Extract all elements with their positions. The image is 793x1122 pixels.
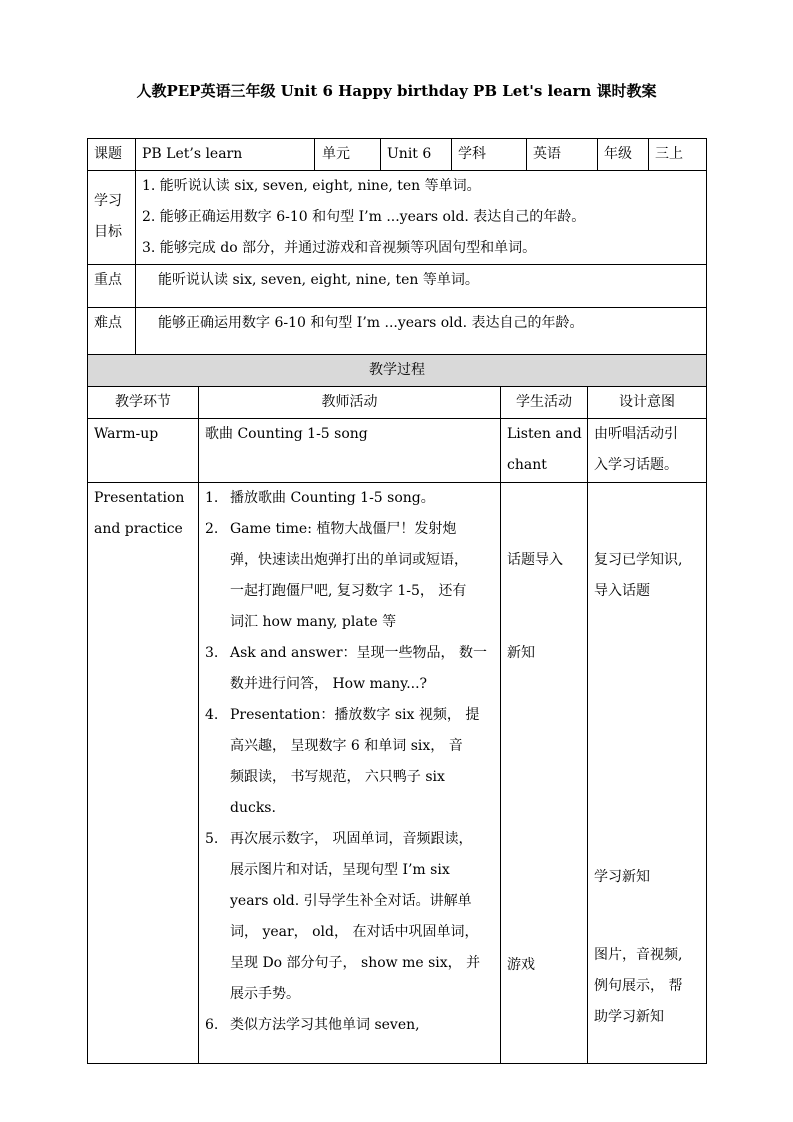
presentation-stage [94, 483, 184, 545]
subject-value: 英语 [533, 146, 561, 162]
col-divider [198, 386, 199, 1064]
objective-item: 1. 能听说认读 six, seven, eight, nine, ten 等单词。 [142, 178, 481, 194]
warmup-student-line: Listen and [507, 426, 582, 442]
warmup-student-line: chant [507, 457, 547, 473]
teacher-line [205, 855, 497, 886]
subject-label: 学科 [458, 146, 486, 162]
teacher-line [205, 1010, 497, 1041]
intent-help: 助学习新知 [594, 1009, 664, 1025]
student-game: 游戏 [507, 957, 535, 973]
step-text: 展示图片和对话，呈现句型 I’m six [230, 862, 450, 878]
presentation-stage-line: Presentation [94, 490, 185, 506]
grade-value: 三上 [655, 146, 683, 162]
process-header: 教学过程 [369, 362, 425, 378]
warmup-stage: Warm-up [94, 426, 159, 442]
col-divider [597, 138, 598, 170]
difficulty-text: 能够正确运用数字 6-10 和句型 I’m ...years old. 表达自己的年龄。 [158, 315, 584, 331]
intent-examples: 例句展示， 帮 [594, 978, 683, 994]
teacher-line [205, 545, 497, 576]
table-border-left [87, 138, 88, 1064]
intent-media: 图片，音视频, [594, 947, 683, 963]
teacher-line [205, 700, 497, 731]
step-number: 5. [205, 831, 219, 847]
teacher-line [205, 607, 497, 638]
intent-learn-new: 学习新知 [594, 869, 650, 885]
document-title: 人教PEP英语三年级 Unit 6 Happy birthday PB Let's learn 课时教案 [136, 82, 657, 100]
teacher-line [205, 917, 497, 948]
difficulty-label: 难点 [94, 315, 122, 331]
col-divider [451, 138, 452, 170]
warmup-teacher: 歌曲 Counting 1-5 song [205, 426, 368, 442]
column-header-teacher: 教师活动 [321, 394, 378, 410]
col-divider [380, 138, 381, 170]
teacher-line [205, 514, 497, 545]
step-text: 类似方法学习其他单词 seven, [230, 1017, 420, 1033]
step-number: 4. [205, 707, 219, 723]
unit-label: 单元 [322, 146, 350, 162]
step-text: 呈现 Do 部分句子， show me six， 并 [230, 955, 481, 971]
teacher-line [205, 762, 497, 793]
objectives-list [142, 171, 585, 264]
step-text: 一起打跑僵尸吧, 复习数字 1-5， 还有 [230, 583, 467, 599]
table-border-right [706, 138, 707, 1064]
intent-review: 复习已学知识, [594, 552, 683, 568]
key-point-text: 能听说认读 six, seven, eight, nine, ten 等单词。 [158, 272, 479, 288]
student-new-knowledge: 新知 [507, 645, 535, 661]
col-divider [587, 386, 588, 1064]
teacher-line [205, 483, 497, 514]
objective-item: 2. 能够正确运用数字 6-10 和句型 I’m ...years old. 表达自己的年龄。 [142, 209, 586, 225]
teacher-line [205, 576, 497, 607]
objective-item: 3. 能够完成 do 部分，并通过游戏和音视频等巩固句型和单词。 [142, 240, 537, 256]
teacher-line [205, 731, 497, 762]
table-border-bottom [87, 1063, 707, 1064]
col-divider [314, 138, 315, 170]
col-divider [500, 386, 501, 1064]
column-header-student: 学生活动 [516, 394, 572, 410]
column-header-intent: 设计意图 [619, 394, 675, 410]
step-text: 数并进行问答， How many...? [230, 676, 428, 692]
student-topic-intro: 话题导入 [507, 552, 563, 568]
key-point-label: 重点 [94, 272, 122, 288]
step-text: 词汇 how many, plate 等 [230, 614, 397, 630]
teacher-line [205, 979, 497, 1010]
warmup-student [507, 419, 582, 481]
objectives-label-2: 目标 [94, 224, 122, 240]
objectives-label-1: 学习 [94, 193, 122, 209]
step-number: 6. [205, 1017, 219, 1033]
step-number: 3. [205, 645, 219, 661]
teacher-line [205, 948, 497, 979]
grade-label: 年级 [604, 146, 632, 162]
step-text: Presentation：播放数字 six 视频， 提 [230, 707, 480, 723]
step-text: 弹，快速读出炮弹打出的单词或短语， [230, 552, 468, 568]
step-text: 频跟读， 书写规范， 六只鸭子 six [230, 769, 445, 785]
step-text: Ask and answer：呈现一些物品， 数一 [230, 645, 487, 661]
step-text: 播放歌曲 Counting 1-5 song。 [230, 490, 435, 506]
unit-value: Unit 6 [387, 146, 432, 162]
teacher-line [205, 669, 497, 700]
col-divider [135, 138, 136, 354]
keti-value: PB Let’s learn [142, 146, 243, 162]
step-text: ducks. [230, 800, 276, 816]
col-divider [526, 138, 527, 170]
step-text: Game time: 植物大战僵尸！发射炮 [230, 521, 457, 537]
col-divider [648, 138, 649, 170]
warmup-intent-line: 入学习话题。 [594, 457, 678, 473]
warmup-intent-line: 由听唱活动引 [594, 426, 678, 442]
intent-topic: 导入话题 [594, 583, 650, 599]
presentation-teacher-activities [205, 483, 497, 1041]
step-text: 展示手势。 [230, 986, 300, 1002]
teacher-line [205, 886, 497, 917]
column-header-stage: 教学环节 [115, 394, 171, 410]
step-number: 1. [205, 490, 219, 506]
step-text: 再次展示数字， 巩固单词，音频跟读， [230, 831, 473, 847]
presentation-stage-line: and practice [94, 521, 183, 537]
warmup-intent [594, 419, 678, 481]
step-text: 高兴趣， 呈现数字 6 和单词 six， 音 [230, 738, 463, 754]
keti-label: 课题 [94, 146, 122, 162]
step-number: 2. [205, 521, 219, 537]
teacher-line [205, 793, 497, 824]
teacher-line [205, 824, 497, 855]
teacher-line [205, 638, 497, 669]
step-text: years old. 引导学生补全对话。讲解单 [230, 893, 472, 909]
step-text: 词， year， old， 在对话中巩固单词， [230, 924, 479, 940]
